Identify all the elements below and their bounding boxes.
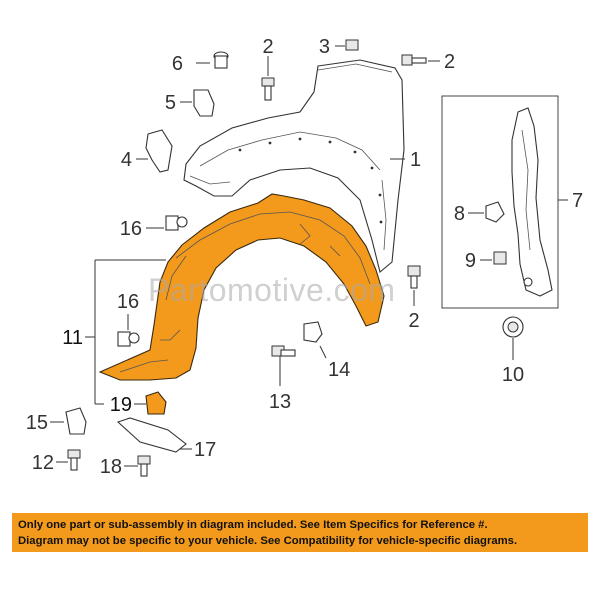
callout-15: 15 bbox=[25, 412, 48, 434]
callout-8: 8 bbox=[453, 203, 465, 225]
callout-5: 5 bbox=[164, 92, 176, 114]
callout-14: 14 bbox=[328, 359, 351, 381]
callout-13: 13 bbox=[268, 391, 292, 413]
clip-16-bottom bbox=[118, 332, 139, 346]
clip-15 bbox=[66, 408, 86, 434]
bolt-2-top bbox=[262, 78, 274, 100]
notice-line-1: Only one part or sub-assembly in diagram included. See Item Specifics for Reference #. bbox=[18, 519, 488, 531]
bracket-5 bbox=[194, 90, 214, 116]
watermark-text: Partomotive.com bbox=[148, 272, 396, 308]
notice-line-2: Diagram may not be specific to your vehicle. See Compatibility for vehicle-specific diagrams. bbox=[18, 535, 518, 547]
clip-19 bbox=[146, 392, 166, 414]
callout-3: 3 bbox=[318, 36, 330, 58]
callout-19: 19 bbox=[109, 394, 132, 416]
callout-17: 17 bbox=[194, 439, 217, 461]
callout-1: 1 bbox=[410, 149, 422, 171]
callout-10: 10 bbox=[501, 364, 525, 386]
bolt-2-right bbox=[402, 55, 426, 65]
notice-banner bbox=[12, 513, 588, 552]
bracket-17 bbox=[118, 418, 186, 452]
bracket-4 bbox=[146, 130, 172, 172]
clip-16-top bbox=[166, 216, 187, 230]
callout-7: 7 bbox=[572, 190, 584, 212]
callout-2-mid: 2 bbox=[408, 310, 420, 332]
callout-2-right: 2 bbox=[444, 51, 456, 73]
clip-3 bbox=[346, 40, 358, 50]
callout-16-top: 16 bbox=[119, 218, 142, 240]
callout-6: 6 bbox=[171, 53, 183, 75]
bolt-18 bbox=[138, 456, 150, 476]
callout-16-bottom: 16 bbox=[116, 291, 140, 313]
clip-8 bbox=[486, 202, 504, 222]
bolt-2-mid bbox=[408, 266, 420, 288]
nut-14 bbox=[304, 322, 322, 342]
callout-2-top: 2 bbox=[262, 36, 274, 58]
clip-9 bbox=[494, 252, 506, 264]
callout-9: 9 bbox=[464, 250, 476, 272]
callout-4: 4 bbox=[120, 149, 132, 171]
bolt-13 bbox=[272, 346, 295, 356]
bracket-assembly bbox=[442, 96, 558, 308]
callout-12: 12 bbox=[31, 452, 54, 474]
clip-6 bbox=[214, 52, 228, 68]
callout-11: 11 bbox=[62, 327, 83, 349]
bolt-12 bbox=[68, 450, 80, 470]
callout-18: 18 bbox=[99, 456, 122, 478]
grommet-10 bbox=[503, 317, 523, 337]
